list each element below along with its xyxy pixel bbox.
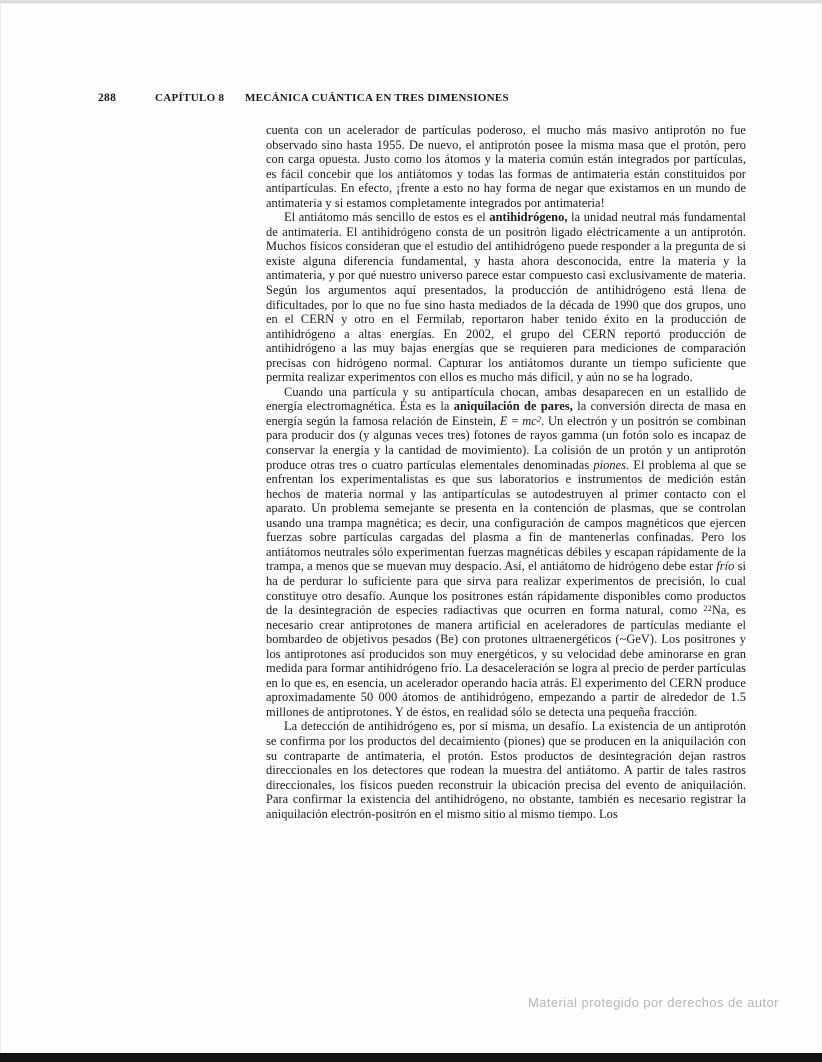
paragraph: Cuando una partícula y su antipartícula chocan, ambas desaparecen en un estallido de energía electromagnética. Ésta es la aniquilación de pares, la conversión directa de masa en energía según la famosa relación de Einstein, $E = mc^2$. Un electrón y un positrón se combinan para producir dos (y algunas veces tres) fotones de rayos gamma (un fotón solo es incapaz de conservar la energía y la cantidad de movimiento). La colisión de un protón y un antiprotón produce otras tres o cuatro partículas elementales denominadas piones. El problema al que se enfrentan los experimentalistas es que sus laboratorios e instrumentos de medición están hechos de materia normal y las antipartículas se autodestruyen al primer contacto con el aparato. Un problema semejante se presenta en la contención de plasmas, que se controlan usando una trampa magnética; es decir, una configuración de campos magnéticos que ejercen fuerzas sobre partículas cargadas del plasma a fin de mantenerlas confinadas. Pero los antiátomos neutrales sólo experimentan fuerzas magnéticas débiles y escapan rápidamente de la trampa, a menos que se muevan muy despacio. Así, el antiátomo de hidrógeno debe estar frío si ha de perdurar lo suficiente para que sirva para realizar experimentos de precisión, lo cual constituye otro desafío. Aunque los positrones están rápidamente disponibles como productos de la desintegración de especies radiactivas que ocurren en forma natural, como $^{22}$Na, es necesario crear antiprotones de manera artificial en aceleradores de partículas mediante el bombardeo de objetivos pesados (Be) con protones ultraenergéticos (~GeV). Los positrones y los antiprotones así producidos son muy energéticos, y su velocidad debe aminorarse en gran medida para formar antihidrógeno frío. La desaceleración se logra al precio de perder partículas en lo que es, en esencia, un acelerador operando hacia atrás. El experimento del CERN produce aproximadamente 50 000 átomos de antihidrógeno, empezando a partir de alrededor de 1.5 millones de antiprotones. Y de éstos, en realidad sólo se detecta una pequeña fracción. <box>266 384 747 719</box>
page-number: 288 <box>98 92 117 104</box>
chapter-label: CAPÍTULO 8 <box>155 92 225 104</box>
scan-edge-bar <box>0 1053 822 1062</box>
paragraph: El antiátomo más sencillo de estos es el antihidrógeno, la unidad neutral más fundamental de antimateria. El antihidrógeno consta de un positrón ligado eléctricamente a un antiprotón. Muchos físicos consideran que el estudio del antihidrógeno puede responder a la pregunta de si existe alguna diferencia fundamental, y hasta ahora desconocida, entre la materia y la antimateria, y por qué nuestro universo parece estar compuesto casi exclusivamente de materia. Según los argumentos aquí presentados, la producción de antihidrógeno está llena de dificultades, por lo que no fue sino hasta mediados de la década de 1990 que dos grupos, uno en el CERN y otro en el Fermilab, reportaron haber tenido éxito en la producción de antihidrógeno a altas energías. En 2002, el grupo del CERN reportó producción de antihidrógeno a las muy bajas energías que se requieren para mediciones de comparación precisas con hidrógeno normal. Capturar los antiátomos durante un tiempo suficiente que permita realizar experimentos con ellos es mucho más difícil, y aún no se ha logrado. <box>266 210 746 385</box>
paragraph: La detección de antihidrógeno es, por sí misma, un desafío. La existencia de un antiprotón se confirma por los productos del decaimiento (piones) que se producen en la aniquilación con su contraparte de antimateria, el protón. Estos productos de desintegración dejan rastros direccionales en los detectores que rodean la muestra del antiátomo. A partir de tales rastros direccionales, los físicos pueden reconstruir la ubicación precisa del evento de aniquilación. Para confirmar la existencia del antihidrógeno, no obstante, también es necesario registrar la aniquilación electrón-positrón en el mismo sitio al mismo tiempo. Los <box>266 719 746 821</box>
footer-watermark: Material protegido por derechos de autor <box>528 995 779 1010</box>
page-header <box>98 92 509 104</box>
chapter-title: MECÁNICA CUÁNTICA EN TRES DIMENSIONES <box>245 92 509 104</box>
paragraph: cuenta con un acelerador de partículas poderoso, el mucho más masivo antiprotón no fue observado sino hasta 1955. De nuevo, el antiprotón posee la misma masa que el protón, pero con carga opuesta. Justo como los átomos y la materia común están integrados por partículas, es fácil concebir que los antiátomos y todas las formas de antimateria están constituidos por antipartículas. En efecto, ¡frente a esto no hay forma de negar que existamos en un mundo de antimateria y si estamos completamente integrados por antimateria! <box>266 123 746 210</box>
body-text <box>266 123 746 821</box>
